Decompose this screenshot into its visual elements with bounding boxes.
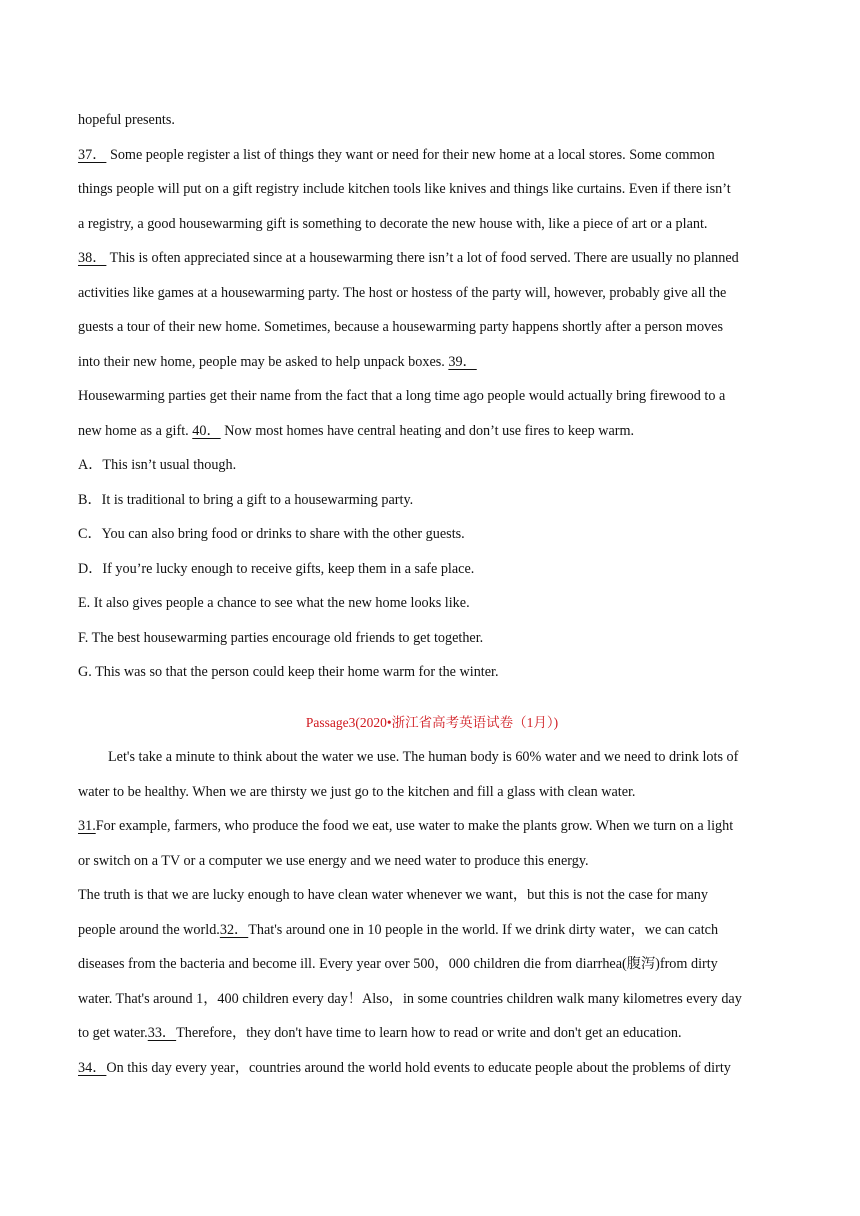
text: water to be healthy. When we are thirsty we just go to the kitchen and fill a glass with clean water.: [78, 783, 636, 800]
text: This is often appreciated since at a housewarming there isn’t a lot of food served. There are usually no planned: [106, 250, 739, 266]
blank-40: 40．: [192, 422, 221, 439]
text-line: [78, 310, 786, 345]
text-line: [78, 740, 786, 775]
passage-title: Passage3(2020•浙江省高考英语试卷（1月）): [305, 714, 559, 730]
text-line: [78, 207, 786, 242]
page-content: [78, 103, 786, 1085]
text: Housewarming parties get their name from the fact that a long time ago people would actually bring firewood to a: [78, 388, 726, 404]
blank-32: 32．: [219, 921, 249, 938]
text-line: [78, 913, 786, 948]
text: On this day every year，countries around the world hold events to educate people about the problems of dirty: [106, 1059, 731, 1076]
text: into their new home, people may be asked to help unpack boxes.: [78, 353, 449, 370]
blank-39: 39．: [448, 353, 477, 370]
text-line: [78, 982, 786, 1017]
text: a registry, a good housewarming gift is something to decorate the new house with, like a piece of art or a plant.: [78, 215, 708, 232]
blank-31: 31.: [78, 818, 96, 834]
text-line: [78, 1051, 786, 1086]
blank-38: 38．: [78, 250, 107, 266]
text: Therefore，they don't have time to learn how to read or write and don't get an education.: [176, 1025, 682, 1041]
text: For example, farmers, who produce the food we eat, use water to make the plants grow. When we turn on a light: [95, 818, 734, 834]
blank-37: 37．: [78, 146, 107, 163]
section-gap: [78, 690, 786, 706]
text: That's around one in 10 people in the world. If we drink dirty water，we can catch: [248, 921, 719, 938]
text-line: [78, 775, 786, 810]
text: guests a tour of their new home. Sometimes, because a housewarming party happens shortly after a person moves: [78, 319, 723, 335]
option-e: E. It also gives people a chance to see what the new home looks like.: [78, 595, 470, 611]
text: activities like games at a housewarming party. The host or hostess of the party will, however, probably give all the: [78, 284, 727, 301]
blank-33: 33．: [147, 1025, 177, 1041]
option-f: F. The best housewarming parties encourage old friends to get together.: [78, 629, 484, 646]
text-line: [78, 172, 786, 207]
text: water. That's around 1，400 children every day！Also，in some countries children walk many kilometres every day: [78, 990, 742, 1007]
text-line: [78, 276, 786, 311]
option-c: C．You can also bring food or drinks to share with the other guests.: [78, 526, 465, 542]
option-g: G. This was so that the person could keep their home warm for the winter.: [78, 664, 499, 680]
text: new home as a gift.: [78, 422, 193, 439]
text: diseases from the bacteria and become ill. Every year over 500，000 children die from diarrhea(腹泻)from dirty: [78, 956, 718, 972]
text-line: [78, 345, 786, 380]
blank-34: 34．: [78, 1059, 107, 1076]
text: hopeful presents.: [78, 112, 175, 128]
text: people around the world.: [78, 921, 220, 938]
text-line: [78, 379, 786, 414]
option-b: B．It is traditional to bring a gift to a housewarming party.: [78, 491, 414, 508]
text: Now most homes have central heating and don’t use fires to keep warm.: [220, 422, 635, 439]
text-line: [78, 414, 786, 449]
text: or switch on a TV or a computer we use energy and we need water to produce this energy.: [78, 852, 589, 869]
option-d: D．If you’re lucky enough to receive gifts, keep them in a safe place.: [78, 560, 475, 577]
text-line: [78, 844, 786, 879]
text: Let's take a minute to think about the water we use. The human body is 60% water and we need to drink lots of: [108, 749, 739, 765]
text-line: [78, 947, 786, 982]
text: The truth is that we are lucky enough to have clean water whenever we want，but this is not the case for many: [78, 887, 708, 903]
option-a: A．This isn’t usual though.: [78, 457, 237, 473]
text-line: [78, 1016, 786, 1051]
text-line: [78, 878, 786, 913]
text: to get water.: [78, 1025, 148, 1041]
text: Some people register a list of things they want or need for their new home at a local stores. Some common: [106, 146, 715, 163]
text: things people will put on a gift registry include kitchen tools like knives and things like curtains. Even if there isn’t: [78, 181, 731, 197]
text-line: [78, 241, 786, 276]
text-line: [78, 809, 786, 844]
text-line: [78, 103, 786, 138]
text-line: [78, 138, 786, 173]
